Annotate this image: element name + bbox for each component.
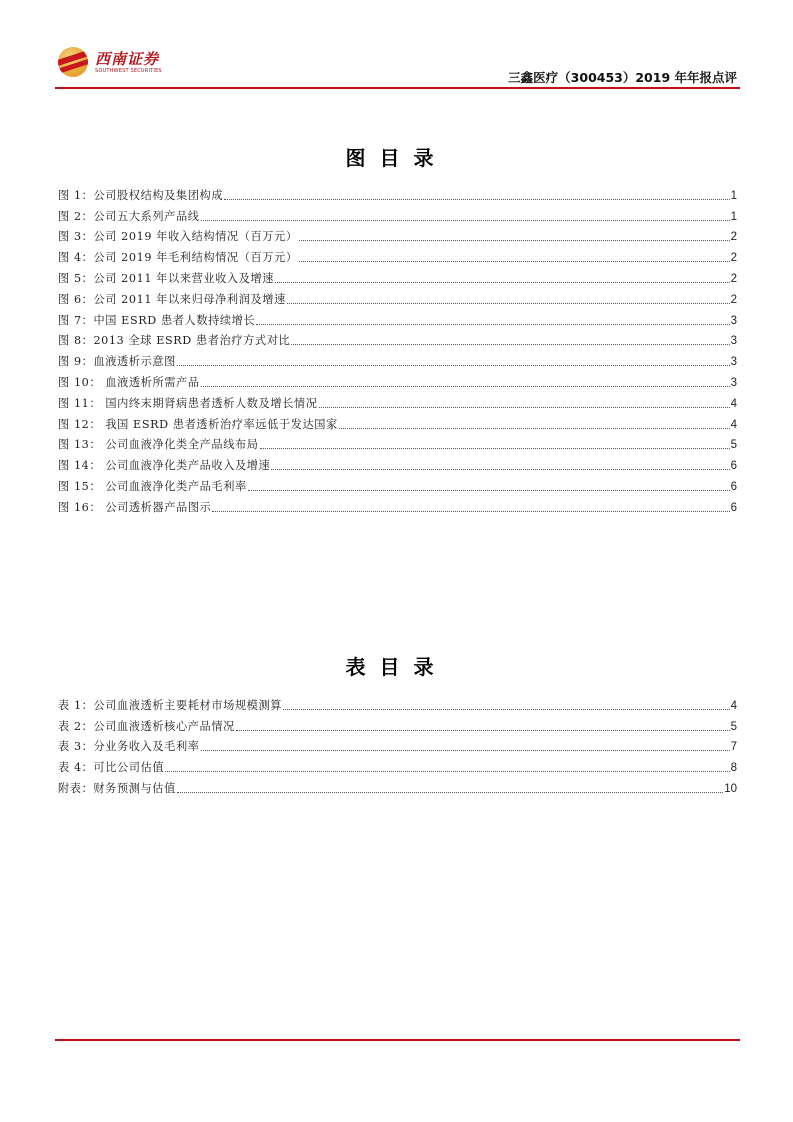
toc-entry-figure-15[interactable] [58, 473, 737, 494]
toc-entry-figure-10[interactable] [58, 369, 737, 390]
toc-entry-label: 图 5：公司 2011 年以来营业收入及增速 [58, 271, 275, 285]
toc-entry-label: 图 9：血液透析示意图 [58, 355, 176, 369]
dot-leader [291, 343, 729, 345]
toc-entry-label: 图 8：2013 全球 ESRD 患者治疗方式对比 [58, 334, 291, 348]
toc-entry-page: 6 [730, 501, 737, 514]
toc-entry-label: 图 12： 我国 ESRD 患者透析治疗率远低于发达国家 [58, 417, 338, 431]
toc-entry-appendix-table[interactable] [58, 775, 737, 796]
toc-entry-page: 8 [730, 762, 737, 775]
dot-leader [283, 708, 730, 710]
tables-toc-title: 表目录 [345, 655, 448, 679]
logo-chinese-name: 西南证券 [95, 49, 160, 68]
footer-divider [55, 1039, 740, 1041]
toc-entry-figure-12[interactable] [58, 411, 737, 432]
dot-leader [201, 385, 730, 387]
toc-entry-page: 7 [730, 741, 737, 754]
toc-entry-page: 5 [730, 720, 737, 733]
toc-entry-figure-14[interactable] [58, 452, 737, 473]
toc-entry-label: 图 14： 公司血液净化类产品收入及增速 [58, 459, 271, 473]
dot-leader [165, 770, 729, 772]
toc-entry-page: 2 [730, 252, 737, 265]
toc-entry-page: 10 [724, 782, 737, 795]
toc-entry-label: 图 13： 公司血液净化类全产品线布局 [58, 438, 259, 452]
toc-entry-label: 图 15： 公司血液净化类产品毛利率 [58, 479, 247, 493]
dot-leader [248, 489, 730, 491]
toc-entry-figure-9[interactable] [58, 348, 737, 369]
header-divider [55, 87, 740, 89]
dot-leader [224, 198, 729, 200]
tables-toc-list [58, 692, 737, 796]
toc-entry-page: 4 [730, 397, 737, 410]
toc-entry-page: 3 [730, 376, 737, 389]
dot-leader [299, 239, 730, 241]
dot-leader [339, 427, 730, 429]
toc-entry-figure-16[interactable] [58, 494, 737, 515]
report-title: 三鑫医疗（300453）2019 年年报点评 [508, 70, 737, 85]
dot-leader [319, 406, 730, 408]
toc-entry-page: 4 [730, 699, 737, 712]
toc-entry-page: 5 [730, 439, 737, 452]
toc-entry-label: 表 2：公司血液透析核心产品情况 [58, 719, 235, 733]
dot-leader [201, 219, 730, 221]
dot-leader [287, 302, 730, 304]
toc-entry-table-2[interactable] [58, 713, 737, 734]
logo-emblem-icon [58, 47, 88, 77]
toc-entry-label: 图 10： 血液透析所需产品 [58, 375, 200, 389]
toc-entry-figure-4[interactable] [58, 244, 737, 265]
toc-entry-label: 图 6：公司 2011 年以来归母净利润及增速 [58, 292, 286, 306]
dot-leader [299, 260, 730, 262]
figures-toc-list [58, 182, 737, 515]
toc-entry-page: 3 [730, 335, 737, 348]
toc-entry-page: 6 [730, 480, 737, 493]
toc-entry-label: 图 1：公司股权结构及集团构成 [58, 188, 224, 202]
toc-entry-label: 图 16： 公司透析器产品图示 [58, 500, 212, 514]
toc-entry-label: 表 1：公司血液透析主要耗材市场规模测算 [58, 698, 283, 712]
toc-entry-table-4[interactable] [58, 754, 737, 775]
dot-leader [236, 729, 730, 731]
toc-entry-label: 图 3：公司 2019 年收入结构情况（百万元） [58, 230, 298, 244]
toc-entry-figure-5[interactable] [58, 265, 737, 286]
dot-leader [177, 791, 723, 793]
dot-leader [177, 364, 730, 366]
toc-entry-page: 3 [730, 356, 737, 369]
toc-entry-label: 附表：财务预测与估值 [58, 781, 176, 795]
toc-entry-label: 图 2：公司五大系列产品线 [58, 209, 200, 223]
toc-entry-label: 表 4：可比公司估值 [58, 761, 165, 775]
toc-entry-page: 1 [730, 189, 737, 202]
dot-leader [275, 281, 730, 283]
toc-entry-figure-13[interactable] [58, 432, 737, 453]
toc-entry-figure-2[interactable] [58, 203, 737, 224]
toc-entry-label: 图 4：公司 2019 年毛利结构情况（百万元） [58, 251, 298, 265]
company-logo [58, 47, 162, 77]
toc-entry-label: 图 11： 国内终末期肾病患者透析人数及增长情况 [58, 396, 318, 410]
toc-entry-page: 2 [730, 272, 737, 285]
toc-entry-figure-11[interactable] [58, 390, 737, 411]
toc-entry-page: 2 [730, 231, 737, 244]
toc-entry-figure-7[interactable] [58, 307, 737, 328]
toc-entry-page: 2 [730, 293, 737, 306]
dot-leader [260, 447, 730, 449]
dot-leader [212, 510, 729, 512]
figures-toc-title: 图目录 [345, 146, 448, 170]
logo-english-name: SOUTHWEST SECURITIES [95, 67, 162, 74]
dot-leader [271, 468, 729, 470]
toc-entry-figure-3[interactable] [58, 224, 737, 245]
toc-entry-page: 3 [730, 314, 737, 327]
toc-entry-label: 图 7：中国 ESRD 患者人数持续增长 [58, 313, 256, 327]
toc-entry-page: 6 [730, 460, 737, 473]
toc-entry-table-1[interactable] [58, 692, 737, 713]
toc-entry-figure-1[interactable] [58, 182, 737, 203]
toc-entry-page: 1 [730, 210, 737, 223]
toc-entry-table-3[interactable] [58, 734, 737, 755]
dot-leader [256, 323, 729, 325]
toc-entry-label: 表 3：分业务收入及毛利率 [58, 740, 200, 754]
toc-entry-figure-8[interactable] [58, 328, 737, 349]
toc-entry-figure-6[interactable] [58, 286, 737, 307]
dot-leader [201, 749, 730, 751]
toc-entry-page: 4 [730, 418, 737, 431]
